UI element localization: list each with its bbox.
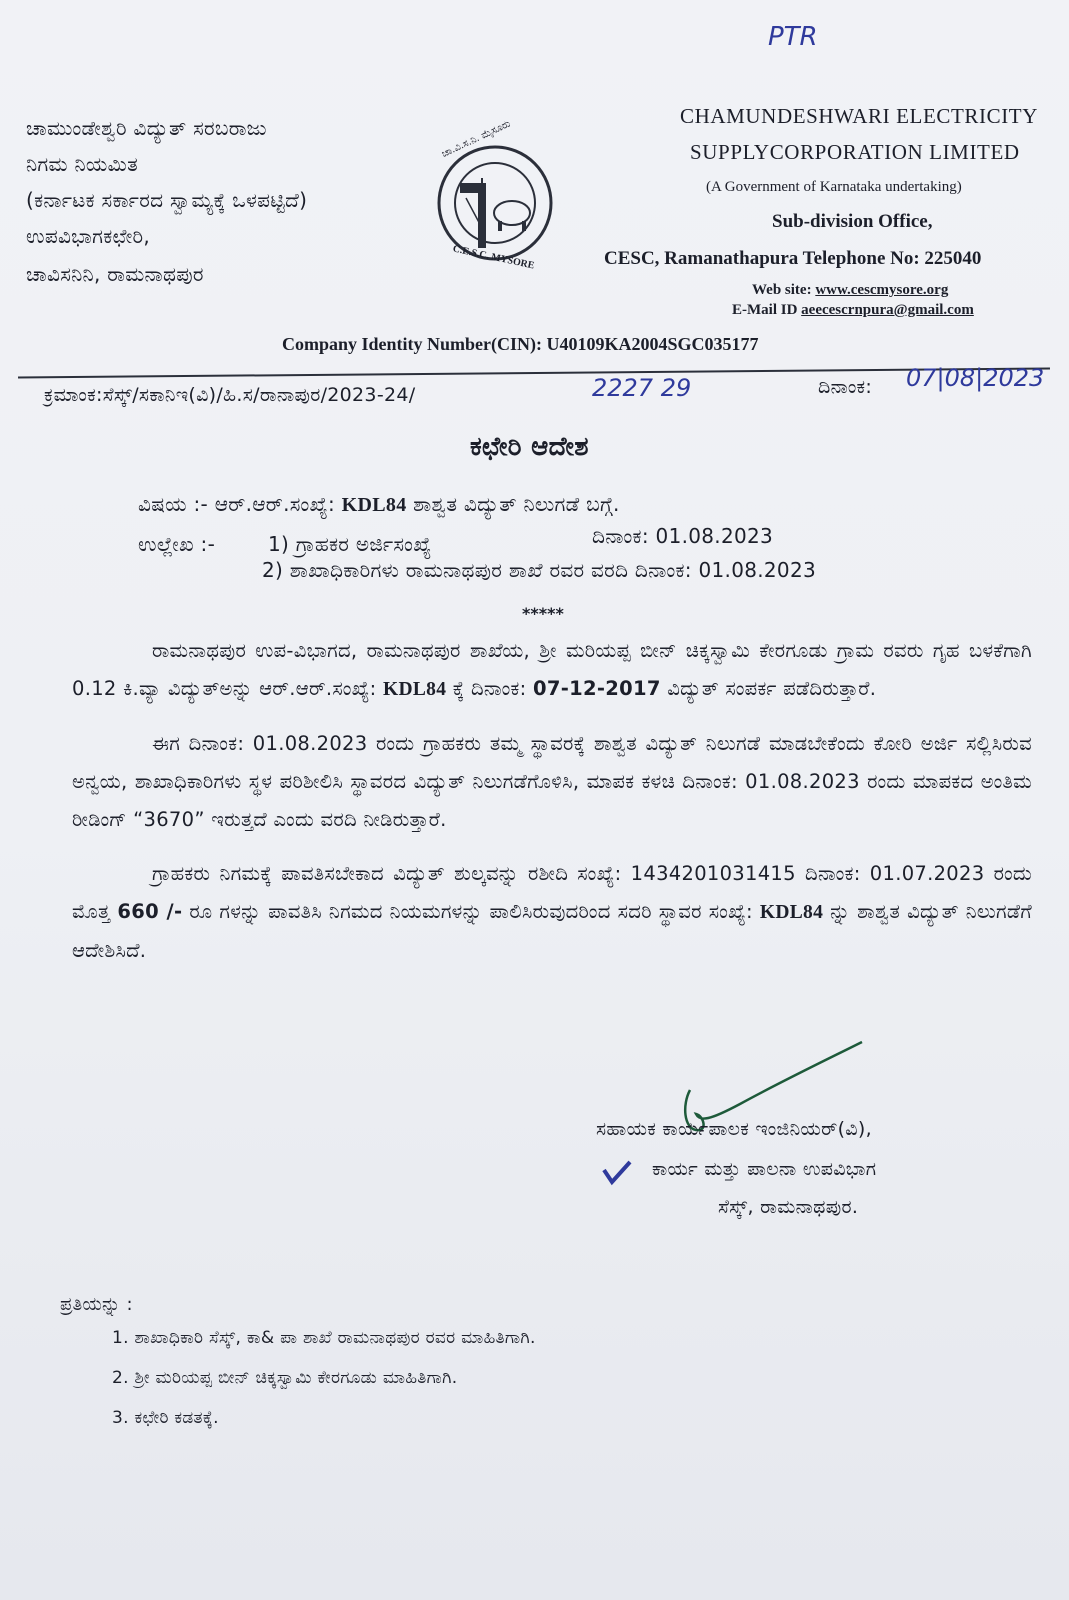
handwritten-reference: 2227 29 [592, 374, 692, 402]
reference-item-2: 2) ಶಾಖಾಧಿಕಾರಿಗಳು ರಾಮನಾಥಪುರ ಶಾಖೆ ರವರ ವರದಿ ದಿನಾಂಕ: 01.08.2023 [262, 558, 816, 582]
website-line [752, 282, 948, 299]
date-label: ದಿನಾಂಕ: [818, 376, 873, 398]
header-kn-line-2: ನಿಗಮ ನಿಯಮಿತ [26, 152, 138, 176]
paragraph-3 [72, 855, 1032, 970]
copy-item-1: 1. ಶಾಖಾಧಿಕಾರಿ ಸೆಸ್ಕ್, ಕಾ& ಪಾ ಶಾಖೆ ರಾಮನಾಥಪುರ ರವರ ಮಾಹಿತಿಗಾಗಿ. [112, 1328, 536, 1348]
header-en-line-4: Sub-division Office, [772, 211, 933, 232]
header-divider [18, 367, 1050, 378]
header-kn-line-5: ಚಾವಿಸನಿನಿ, ರಾಮನಾಥಪುರ [26, 262, 204, 286]
email-label: E-Mail ID [732, 302, 802, 318]
signature-line-3: ಸೆಸ್ಕ್, ರಾಮನಾಥಪುರ. [718, 1196, 859, 1218]
reference-item-1-date: ದಿನಾಂಕ: 01.08.2023 [592, 524, 774, 548]
subject-label: ವಿಷಯ :- [138, 492, 209, 516]
email-line [732, 302, 974, 319]
subject-line [138, 492, 620, 517]
paragraph-1-a: ರಾಮನಾಥಪುರ ಉಪ-ವಿಭಾಗದ, ರಾಮನಾಥಪುರ ಶಾಖೆಯ, ಶ್ರೀ ಮರಿಯಪ್ಪ ಬೀನ್ ಚಿಕ್ಕಸ್ವಾಮಿ ಕೇರಗೂಡು ಗ್ರಾಮ ರವರು ಗೃಹ ಬಳಕೆಗಾಗಿ 0.12 ಕಿ.ವ್ಯಾ ವಿದ್ಯುತ್‌ಅನ್ನು ಆರ್.ಆರ್.ಸಂಖ್ಯೆ: [72, 639, 1032, 700]
website-label: Web site: [752, 282, 816, 298]
reference-item-1: 1) ಗ್ರಾಹಕರ ಅರ್ಜಿಸಂಖ್ಯೆ [268, 532, 432, 556]
header-en-line-1: CHAMUNDESHWARI ELECTRICITY [680, 104, 1038, 128]
copy-to-label: ಪ್ರತಿಯನ್ನು : [60, 1294, 133, 1315]
paragraph-3-c: ರೂ ಗಳನ್ನು ಪಾವತಿಸಿ ನಿಗಮದ ನಿಯಮಗಳನ್ನು ಪಾಲಿಸಿರುವುದರಿಂದ ಸದರಿ ಸ್ಥಾವರ ಸಂಖ್ಯೆ: [182, 900, 760, 923]
subject-rr-number: KDL84 [341, 494, 407, 516]
paragraph-1-e: ವಿದ್ಯುತ್ ಸಂಪರ್ಕ ಪಡೆದಿರುತ್ತಾರೆ. [660, 677, 877, 700]
reference-label: ಉಲ್ಲೇಖ :- [138, 532, 216, 556]
paragraph-1-rr: KDL84 [383, 679, 447, 700]
body-text [72, 632, 1032, 970]
paragraph-3-amount: 660 /- [117, 900, 183, 923]
paragraph-3-rr: KDL84 [759, 902, 824, 923]
handwritten-date: 07|08|2023 [906, 364, 1045, 392]
header-kn-line-3: (ಕರ್ನಾಟಕ ಸರ್ಕಾರದ ಸ್ವಾಮ್ಯಕ್ಕೆ ಒಳಪಟ್ಟಿದೆ) [26, 188, 308, 212]
subject-tail: ಶಾಶ್ವತ ವಿದ್ಯುತ್ ನಿಲುಗಡೆ ಬಗ್ಗೆ. [406, 492, 620, 516]
separator-stars: ***** [522, 604, 564, 623]
page-title: ಕಛೇರಿ ಆದೇಶ [470, 432, 589, 462]
company-cin: Company Identity Number(CIN): U40109KA2004SGC035177 [282, 334, 759, 354]
paragraph-2: ಈಗ ದಿನಾಂಕ: 01.08.2023 ರಂದು ಗ್ರಾಹಕರು ತಮ್ಮ ಸ್ಥಾವರಕ್ಕೆ ಶಾಶ್ವತ ವಿದ್ಯುತ್ ನಿಲುಗಡೆ ಮಾಡಬೇಕೆಂದು ಕೋರಿ ಅರ್ಜಿ ಸಲ್ಲಿಸಿರುವ ಅನ್ವಯ, ಶಾಖಾಧಿಕಾರಿಗಳು ಸ್ಥಳ ಪರಿಶೀಲಿಸಿ ಸ್ಥಾವರದ ವಿದ್ಯುತ್ ನಿಲುಗಡೆಗೊಳಿಸಿ, ಮಾಪಕ ಕಳಚಿ ದಿನಾಂಕ: 01.08.2023 ರಂದು ಮಾಪಕದ ಅಂತಿಮ ರೀಡಿಂಗ್ “3670” ಇರುತ್ತದೆ ಎಂದು ವರದಿ ನೀಡಿರುತ್ತಾರೆ. [72, 732, 1032, 831]
paragraph-1-date: 07-12-2017 [533, 677, 661, 700]
header-kn-line-1: ಚಾಮುಂಡೇಶ್ವರಿ ವಿದ್ಯುತ್ ಸರಬರಾಜು [26, 116, 267, 140]
email-link[interactable]: aeecescrnpura@gmail.com [801, 302, 974, 318]
subject-text: ಆರ್.ಆರ್.ಸಂಖ್ಯೆ: [214, 492, 342, 516]
header-kn-line-4: ಉಪವಿಭಾಗಕಛೇರಿ, [26, 224, 151, 248]
logo-bottom-text: C.E.S.C. MYSORE [451, 243, 536, 272]
website-link[interactable]: www.cescmysore.org [815, 282, 949, 298]
handwritten-initials: PTR [768, 22, 818, 52]
logo-top-text: ಚಾ.ವಿ.ಸ.ನಿ. ಮೈಸೂರು [440, 118, 513, 160]
header-en-line-5: CESC, Ramanathapura Telephone No: 225040 [604, 248, 982, 269]
copy-item-3: 3. ಕಛೇರಿ ಕಡತಕ್ಕೆ. [112, 1408, 219, 1428]
signature-line-2: ಕಾರ್ಯ ಮತ್ತು ಪಾಲನಾ ಉಪವಿಭಾಗ [652, 1158, 877, 1180]
paragraph-1-c: ಕ್ಕೆ ದಿನಾಂಕ: [446, 677, 533, 700]
paragraph-3-a: ಗ್ರಾಹಕರು ನಿಗಮಕ್ಕೆ ಪಾವತಿಸಬೇಕಾದ ವಿದ್ಯುತ್ ಶುಲ್ಕವನ್ನು ರಶೀದಿ ಸಂಖ್ಯೆ: 1434201031415 ದಿನಾಂಕ: 01.07.2023 ರಂದು ಮೊತ್ತ [72, 862, 1032, 923]
header-en-line-3: (A Government of Karnataka undertaking) [706, 179, 962, 195]
reference-number: ಕ್ರಮಾಂಕ:ಸೆಸ್ಕ್/ಸಕಾನಿಇ(ವಿ)/ಹಿ.ಸ/ರಾನಾಪುರ/2023-24/ [44, 384, 416, 406]
signature-line-1: ಸಹಾಯಕ ಕಾರ್ಯಪಾಲಕ ಇಂಜಿನಿಯರ್(ವಿ), [596, 1118, 872, 1140]
copy-item-2: 2. ಶ್ರೀ ಮರಿಯಪ್ಪ ಬೀನ್ ಚಿಕ್ಕಸ್ವಾಮಿ ಕೇರಗೂಡು ಮಾಹಿತಿಗಾಗಿ. [112, 1368, 458, 1388]
paragraph-3-e: ನ್ನು ಶಾಶ್ವತ ವಿದ್ಯುತ್ ನಿಲುಗಡೆಗೆ ಆದೇಶಿಸಿದೆ. [72, 900, 1032, 962]
paragraph-1 [72, 632, 1032, 709]
header-en-line-2: SUPPLYCORPORATION LIMITED [690, 140, 1020, 164]
